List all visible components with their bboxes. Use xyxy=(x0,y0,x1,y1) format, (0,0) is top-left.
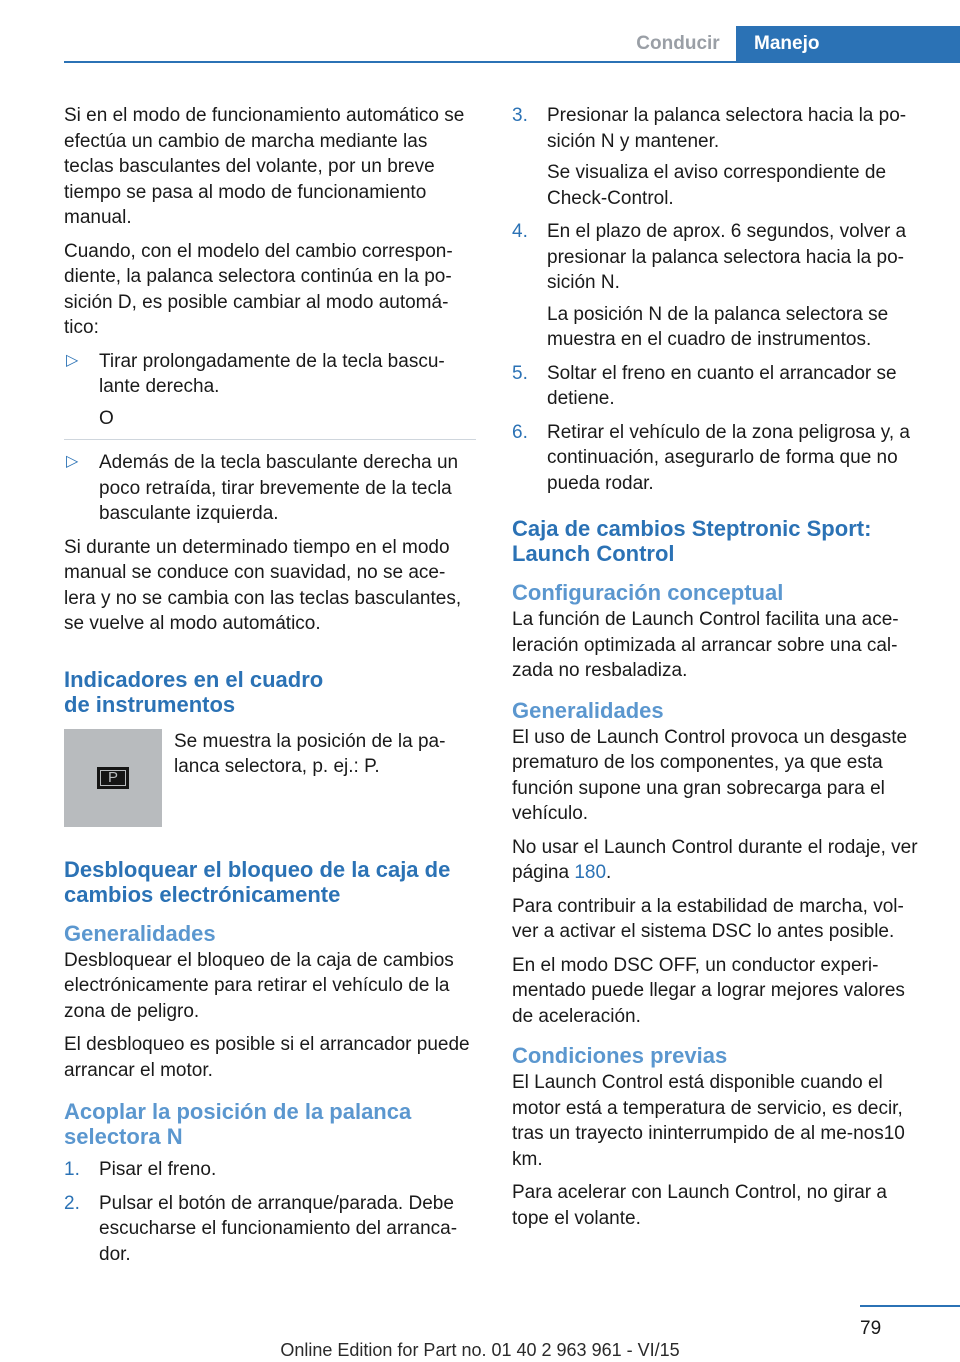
list-item-text: Tirar prolongadamente de la tecla bascu-lante derecha. xyxy=(99,350,445,397)
step-number: 5. xyxy=(512,362,528,384)
paragraph: El uso de Launch Control provoca un desgaste prematuro de los componentes, ya que esta función supone una gran sobrecarga para el vehículo. xyxy=(512,726,908,824)
step-text: Pulsar el botón de arranque/parada. Debe escucharse el funcionamiento del arranca-dor. xyxy=(99,1192,458,1265)
heading-indicators: Indicadores en el cuadro de instrumentos xyxy=(64,666,324,717)
step-number: 6. xyxy=(512,421,528,443)
paragraph-text: . xyxy=(606,862,612,883)
divider xyxy=(64,439,476,440)
paragraph: El Launch Control está disponible cuando el motor está a temperatura de servicio, es decir, tras un trayecto ininterrumpido de al me-nos10 km. xyxy=(512,1072,905,1170)
heading-launch-control: Caja de cambios Steptronic Sport: Launch Control xyxy=(512,516,872,566)
indicator-block xyxy=(64,729,476,827)
step-list xyxy=(512,103,928,496)
paragraph: Para acelerar con Launch Control, no girar a tope el volante. xyxy=(512,1182,887,1229)
step-item xyxy=(64,1157,476,1183)
heading-engage: Acoplar la posición de la palanca selectora N xyxy=(64,1099,412,1149)
list-item-extra: O xyxy=(99,407,114,429)
left-column xyxy=(64,103,476,1275)
heading-general: Generalidades xyxy=(512,697,664,723)
list-item xyxy=(64,450,476,527)
page-number: 79 xyxy=(860,1318,882,1339)
step-text: Presionar la palanca selectora hacia la po-sición N y mantener. xyxy=(547,105,907,152)
footer-rule xyxy=(860,1305,960,1307)
list-item-text: Además de la tecla basculante derecha un poco retraída, tirar brevemente de la tecla basculante izquierda. xyxy=(99,452,459,524)
step-number: 2. xyxy=(64,1192,80,1214)
step-item xyxy=(512,420,928,497)
paragraph: En el modo DSC OFF, un conductor experi-mentado puede llegar a lograr mejores valores de aceleración. xyxy=(512,954,905,1027)
step-item xyxy=(512,219,928,353)
right-column xyxy=(512,103,928,1239)
bullet-list xyxy=(64,349,476,527)
step-text: Soltar el freno en cuanto el arrancador se detiene. xyxy=(547,362,897,409)
paragraph: Para contribuir a la estabilidad de marcha, vol-ver a activar el sistema DSC lo antes posible. xyxy=(512,895,904,942)
step-text: Pisar el freno. xyxy=(99,1159,217,1180)
step-extra: Se visualiza el aviso correspondiente de Check-Control. xyxy=(547,162,887,209)
gear-indicator-image xyxy=(64,729,162,827)
step-text: Retirar el vehículo de la zona peligrosa y, a continuación, asegurarlo de forma que no pueda rodar. xyxy=(547,421,910,494)
paragraph: Desbloquear el bloqueo de la caja de cambios electrónicamente para retirar el vehículo de la zona de peligro. xyxy=(64,949,454,1022)
step-extra: La posición N de la palanca selectora se muestra en el cuadro de instrumentos. xyxy=(547,303,889,350)
tab-manejo[interactable]: Manejo xyxy=(736,26,960,62)
paragraph: El desbloqueo es posible si el arrancador puede arrancar el motor. xyxy=(64,1034,470,1081)
indicator-text: Se muestra la posición de la pa-lanca selectora, p. ej.: P. xyxy=(174,730,446,777)
heading-general: Generalidades xyxy=(64,920,216,946)
paragraph-text: No usar el Launch Control durante el rodaje, ver página xyxy=(512,836,918,883)
paragraph: Cuando, con el modelo del cambio correspon-diente, la palanca selectora continúa en la po-sición D, es posible cambiar al modo automá-tico: xyxy=(64,240,453,338)
footer-edition: Online Edition for Part no. 01 40 2 963 961 - VI/15 xyxy=(280,1340,680,1360)
step-text: En el plazo de aprox. 6 segundos, volver a presionar la palanca selectora hacia la po-sición N. xyxy=(547,221,907,293)
paragraph: Si durante un determinado tiempo en el modo manual se conduce con suavidad, no se ace-lera y no se cambia con las teclas basculantes, se vuelve al modo automático. xyxy=(64,536,462,634)
triangle-bullet-icon: ▷ xyxy=(66,453,79,470)
tab-conducir[interactable]: Conducir xyxy=(636,33,720,54)
step-item xyxy=(64,1191,476,1268)
step-item xyxy=(512,103,928,211)
heading-concept: Configuración conceptual xyxy=(512,580,784,605)
step-list xyxy=(64,1157,476,1267)
step-item xyxy=(512,361,928,412)
step-number: 4. xyxy=(512,221,528,242)
heading-unlock: Desbloquear el bloqueo de la caja de cambios electrónicamente xyxy=(64,856,451,907)
paragraph: Si en el modo de funcionamiento automático se efectúa un cambio de marcha mediante las teclas basculantes del volante, por un breve tiempo se pasa al modo de funcionamiento manual. xyxy=(64,105,465,228)
list-item xyxy=(64,349,476,432)
step-number: 3. xyxy=(512,105,528,126)
paragraph xyxy=(512,835,928,886)
park-indicator-icon: P xyxy=(97,767,129,789)
heading-conditions: Condiciones previas xyxy=(512,1043,728,1068)
step-number: 1. xyxy=(64,1159,80,1180)
page-link[interactable]: 180 xyxy=(574,862,607,883)
header-rule xyxy=(64,61,960,63)
triangle-bullet-icon: ▷ xyxy=(66,351,79,369)
paragraph: La función de Launch Control facilita una ace-leración optimizada al arrancar sobre una cal-zada no resbaladiza. xyxy=(512,609,899,681)
